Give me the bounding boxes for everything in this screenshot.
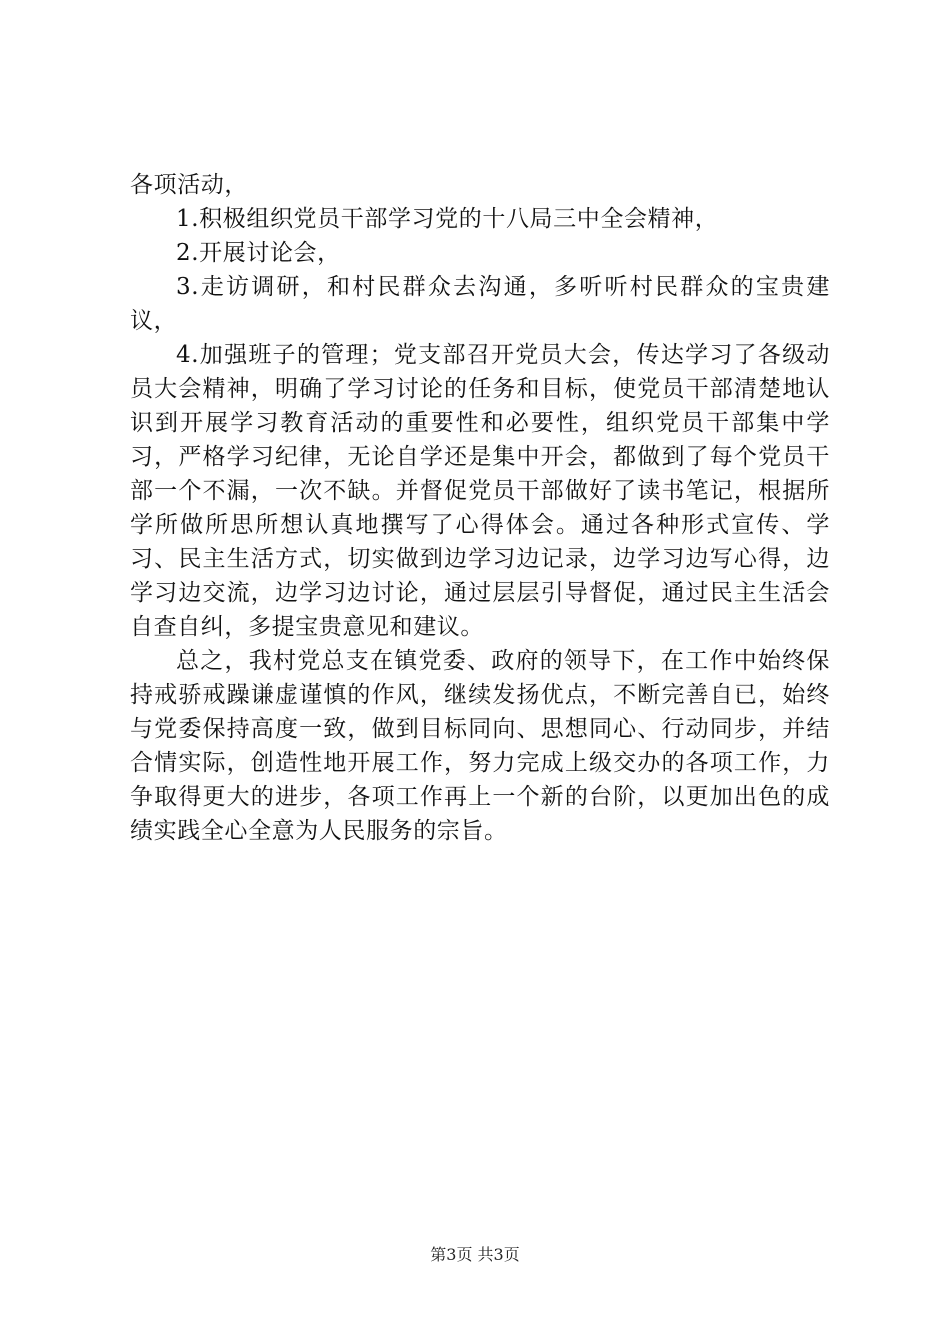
- document-body: [130, 168, 830, 848]
- paragraph-item-4: 4.加强班子的管理；党支部召开党员大会，传达学习了各级动员大会精神，明确了学习讨论的任务和目标，使党员干部清楚地认识到开展学习教育活动的重要性和必要性，组织党员干部集中学习，严格学习纪律，无论自学还是集中开会，都做到了每个党员干部一个不漏，一次不缺。并督促党员干部做好了读书笔记，根据所学所做所思所想认真地撰写了心得体会。通过各种形式宣传、学习、民主生活方式，切实做到边学习边记录，边学习边写心得，边学习边交流，边学习边讨论，通过层层引导督促，通过民主生活会自查自纠，多提宝贵意见和建议。: [130, 342, 830, 640]
- paragraph-summary: 总之，我村党总支在镇党委、政府的领导下，在工作中始终保持戒骄戒躁谦虚谨慎的作风，继续发扬优点，不断完善自已，始终与党委保持高度一致，做到目标同向、思想同心、行动同步，并结合情实际，创造性地开展工作，努力完成上级交办的各项工作，力争取得更大的进步，各项工作再上一个新的台阶，以更加出色的成绩实践全心全意为人民服务的宗旨。: [130, 648, 830, 844]
- paragraph-item-1: 1.积极组织党员干部学习党的十八局三中全会精神，: [176, 206, 719, 232]
- paragraph-item-2: 2.开展讨论会，: [176, 240, 341, 266]
- page-footer: 第3页 共3页: [430, 1245, 520, 1264]
- paragraph-continuation: 各项活动，: [130, 172, 248, 198]
- paragraph-item-3: 3.走访调研，和村民群众去沟通，多听听村民群众的宝贵建议，: [130, 274, 830, 334]
